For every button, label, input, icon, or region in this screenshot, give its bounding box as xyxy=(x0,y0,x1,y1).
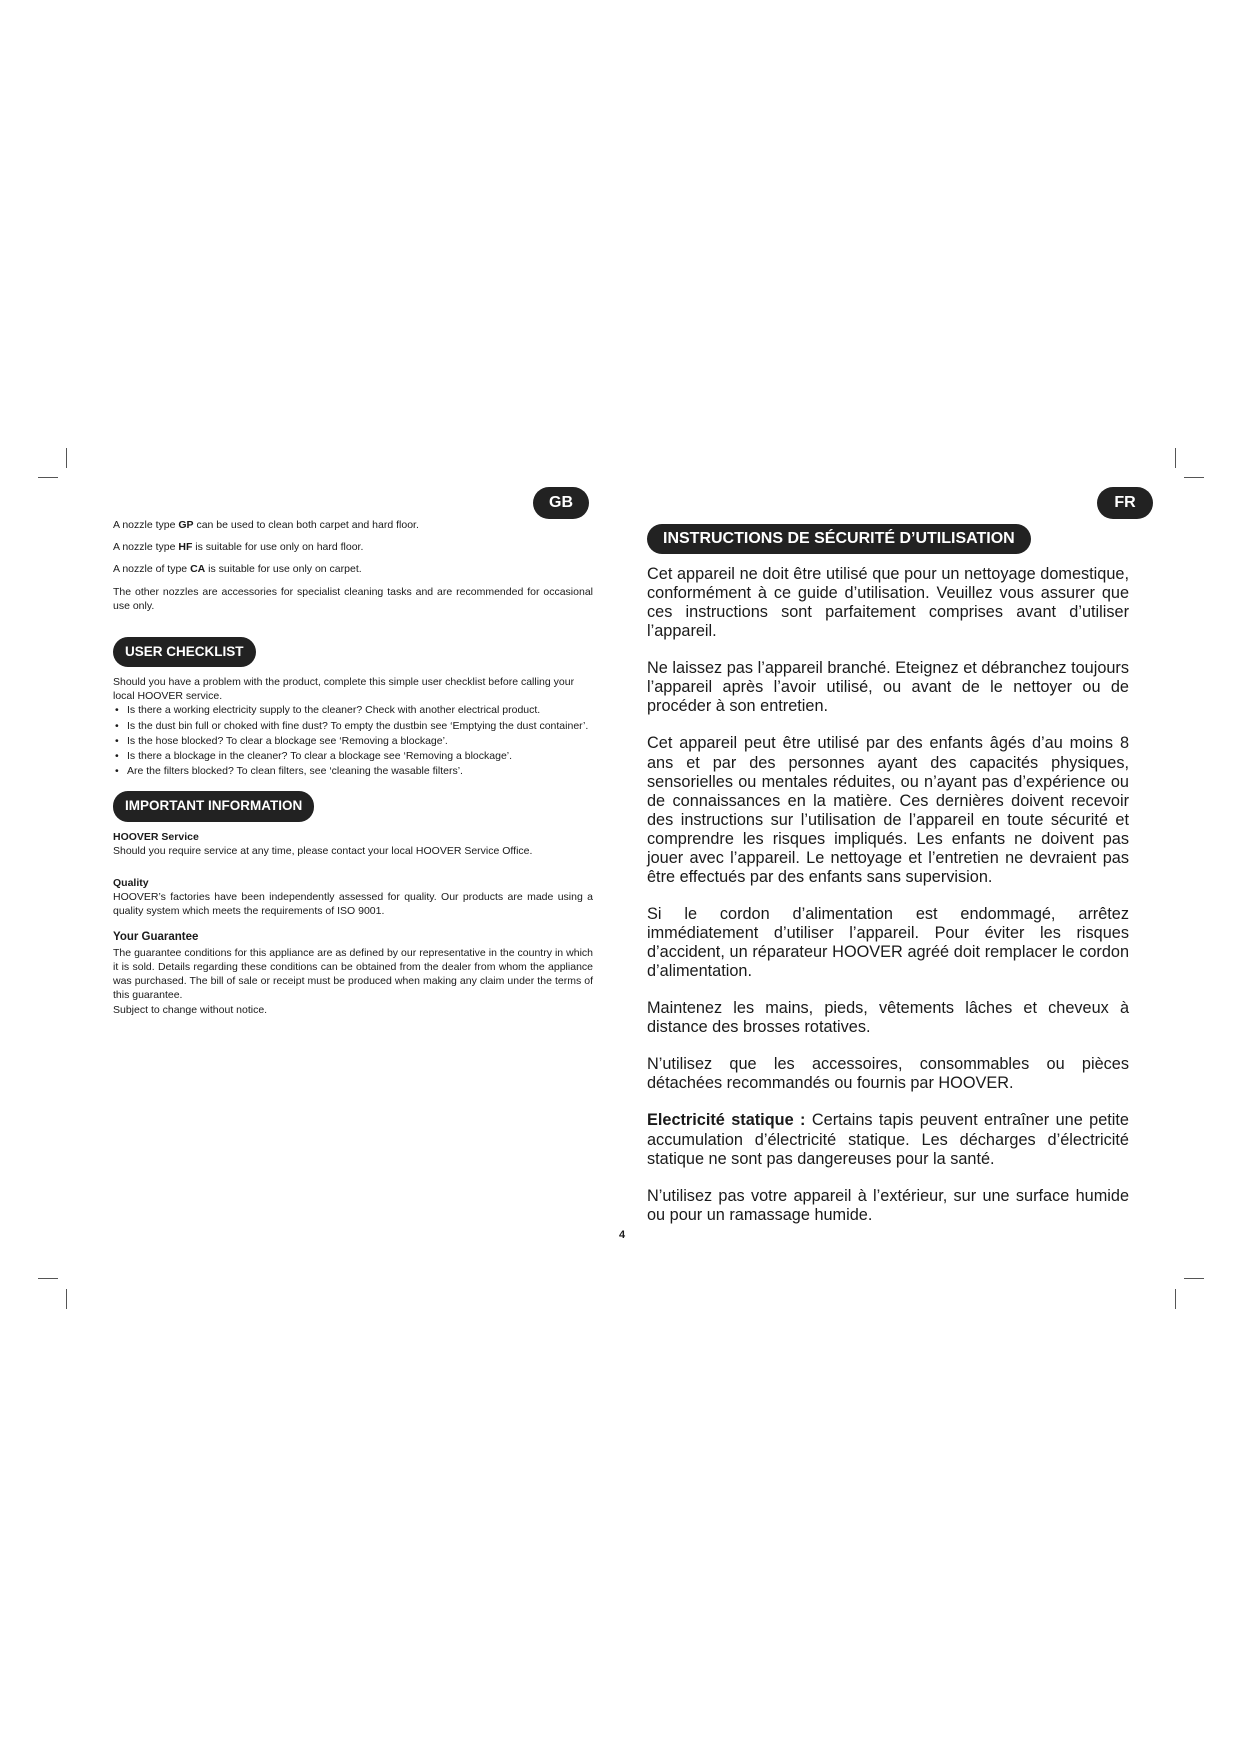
nozzle-gp-line xyxy=(113,518,593,532)
guarantee-heading: Your Guarantee xyxy=(113,931,199,944)
quality-heading: Quality xyxy=(113,876,149,889)
static-electricity-text: Certains tapis peuvent entraîner une petite accumulation d’électricité statique. Les décharges d’électricité statique ne sont pas dangereuses pour la santé. xyxy=(647,1111,1129,1168)
list-item: • Is there a blockage in the cleaner? To clear a blockage see ‘Removing a blockage’. xyxy=(113,749,593,763)
paragraph: N’utilisez que les accessoires, consommables ou pièces détachées recommandés ou fournis par HOOVER. xyxy=(647,1055,1129,1093)
nozzle-code: GP xyxy=(178,519,194,531)
list-item: • Are the filters blocked? To clean filters, see ‘cleaning the wasable filters’. xyxy=(113,764,593,778)
static-electricity-paragraph xyxy=(647,1111,1129,1168)
other-nozzles-text: The other nozzles are accessories for specialist cleaning tasks and are recommended for occasional use only. xyxy=(113,585,593,612)
nozzle-text: A nozzle type xyxy=(113,541,179,554)
paragraph: N’utilisez pas votre appareil à l’extérieur, sur une surface humide ou pour un ramassage humide. xyxy=(647,1186,1129,1224)
list-item: • Is the hose blocked? To clear a blockage see ‘Removing a blockage’. xyxy=(113,734,593,748)
crop-mark xyxy=(66,448,67,468)
important-information-heading: IMPORTANT INFORMATION xyxy=(113,791,314,821)
crop-mark xyxy=(1175,448,1176,468)
nozzle-text: can be used to clean both carpet and hard floor. xyxy=(193,519,419,531)
nozzle-text: A nozzle of type xyxy=(113,563,191,576)
language-badge-gb: GB xyxy=(533,487,589,519)
user-checklist-heading: USER CHECKLIST xyxy=(113,637,256,667)
paragraph: Maintenez les mains, pieds, vêtements lâches et cheveux à distance des brosses rotatives. xyxy=(647,999,1129,1037)
crop-mark xyxy=(1175,1289,1176,1309)
page-number: 4 xyxy=(618,1229,626,1241)
paragraph: Cet appareil peut être utilisé par des enfants âgés d’au moins 8 ans et par des personnes ayant des capacités physiques, sensorielles ou mentales réduites, ou n’ayant pas d’expérience ou de connaissances en la matière. Ces dernières doivent recevoir des instructions sur l’utilisation de l’appareil en toute sécurité et comprendre les risques impliqués. Les enfants ne doivent pas jouer avec l’appareil. Le nettoyage et l’entretien ne devraient pas être effectués par des enfants sans supervision. xyxy=(647,734,1129,886)
language-badge-fr: FR xyxy=(1097,487,1153,519)
crop-mark xyxy=(1184,477,1204,478)
nozzle-code: HF xyxy=(178,541,193,554)
guarantee-text: The guarantee conditions for this appliance are as defined by our representative in the country in which it is sold. Details regarding these conditions can be obtained from the dealer from whom the appliance was purchased. The bill of sale or receipt must be produced when making any claim under the terms of this guarantee. xyxy=(113,946,593,1002)
english-column xyxy=(113,518,593,1017)
paragraph: Si le cordon d’alimentation est endommagé, arrêtez immédiatement d’utiliser l’appareil. Pour éviter les risques d’accident, un réparateur HOOVER agréé doit remplacer le cordon d’alimentation. xyxy=(647,904,1129,981)
crop-mark xyxy=(66,1289,67,1309)
crop-mark xyxy=(38,477,58,478)
paragraph: Cet appareil ne doit être utilisé que pour un nettoyage domestique, conformément à ce guide d’utilisation. Veuillez vous assurer que ces instructions sont parfaitement comprises avant d’utiliser l’appareil. xyxy=(647,565,1129,641)
french-column xyxy=(647,565,1129,1243)
service-text: Should you require service at any time, please contact your local HOOVER Service Office. xyxy=(113,844,533,857)
list-item: • Is there a working electricity supply to the cleaner? Check with another electrical product. xyxy=(113,703,593,717)
crop-mark xyxy=(38,1278,58,1279)
static-electricity-label: Electricité statique : xyxy=(647,1111,806,1130)
service-heading: HOOVER Service xyxy=(113,830,199,843)
nozzle-ca-line xyxy=(113,562,593,576)
crop-mark xyxy=(1184,1278,1204,1279)
nozzle-text: A nozzle type xyxy=(113,519,179,531)
quality-text: HOOVER’s factories have been independently assessed for quality. Our products are made using a quality system which meets the requirements of ISO 9001. xyxy=(113,891,593,918)
list-item: • Is the dust bin full or choked with fine dust? To empty the dustbin see ‘Emptying the dust container’. xyxy=(113,719,593,733)
nozzle-code: CA xyxy=(190,563,206,576)
nozzle-hf-line xyxy=(113,540,593,554)
subject-to-change-text: Subject to change without notice. xyxy=(113,1003,268,1016)
checklist-list xyxy=(113,703,593,778)
paragraph: Ne laissez pas l’appareil branché. Eteignez et débranchez toujours l’appareil après l’avoir utilisé, ou avant de le nettoyer ou de procéder à son entretien. xyxy=(647,659,1129,716)
checklist-intro: Should you have a problem with the product, complete this simple user checklist before calling your local HOOVER service. xyxy=(113,676,575,703)
nozzle-text: is suitable for use only on carpet. xyxy=(205,563,362,576)
safety-instructions-heading: INSTRUCTIONS DE SÉCURITÉ D’UTILISATION xyxy=(647,524,1031,554)
nozzle-text: is suitable for use only on hard floor. xyxy=(192,541,364,554)
